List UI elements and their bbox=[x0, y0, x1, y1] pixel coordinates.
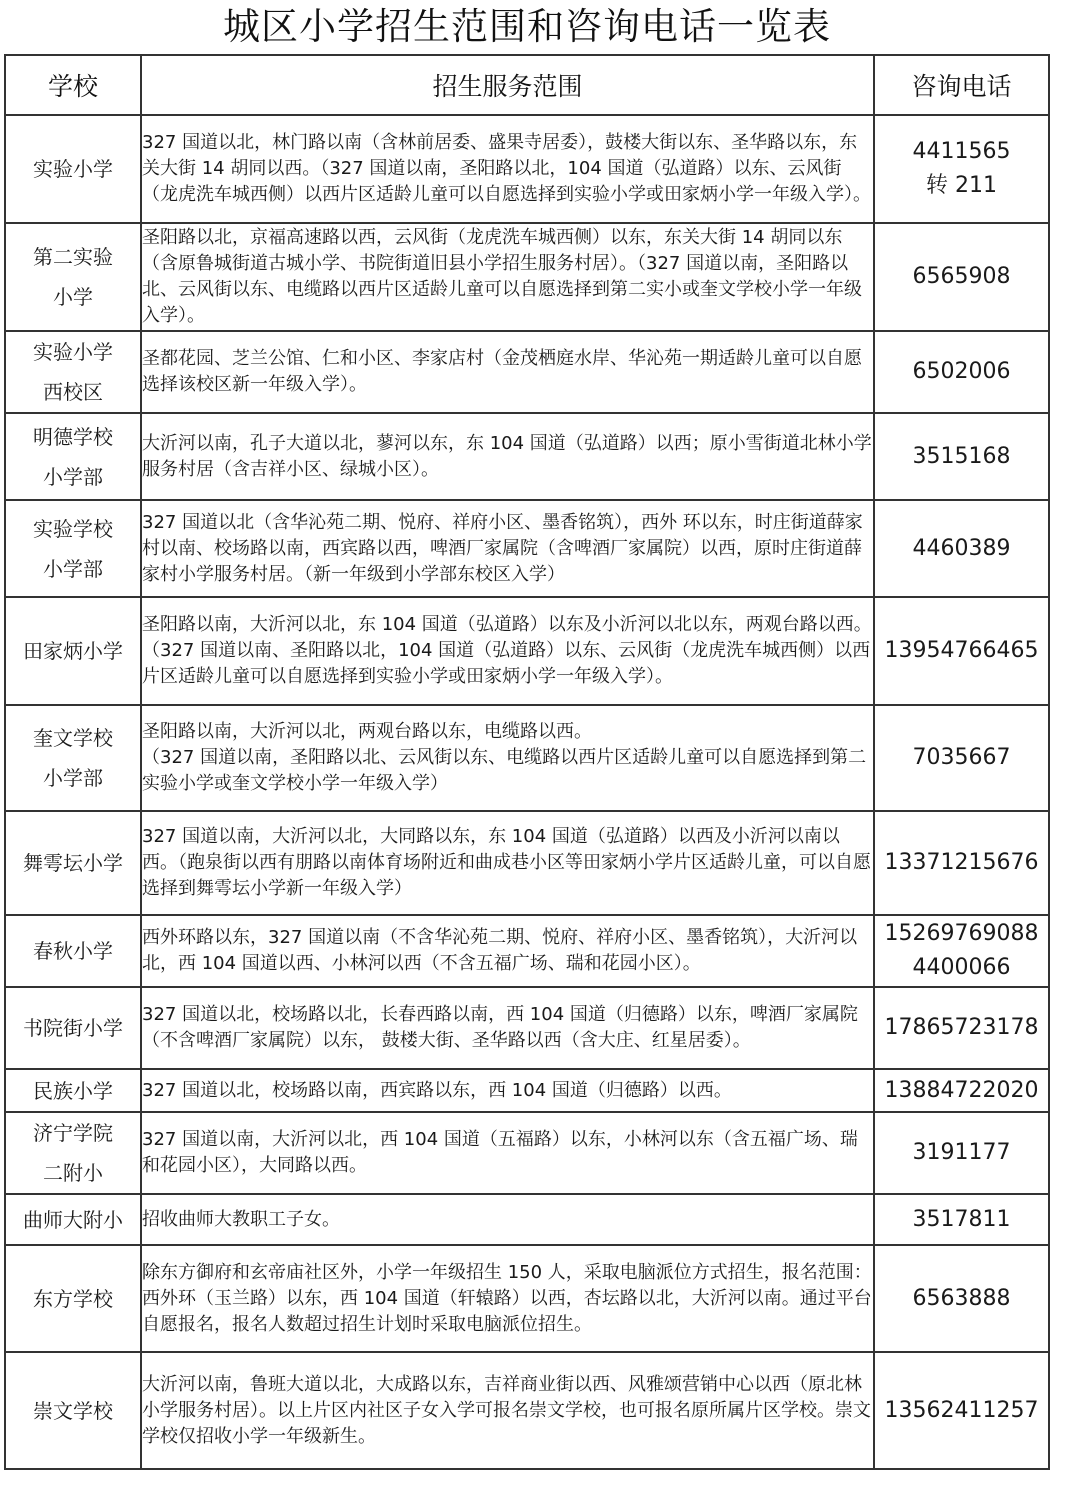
page-title: 城区小学招生范围和咨询电话一览表 bbox=[223, 5, 831, 48]
table-row bbox=[5, 987, 1049, 1069]
phone-number: 6565908 bbox=[912, 264, 1011, 289]
column-header-school: 学校 bbox=[5, 55, 141, 115]
enrollment-scope: 招收曲师大教职工子女。 bbox=[141, 1194, 874, 1245]
phone-cell bbox=[874, 597, 1049, 705]
school-name: 书院街小学 bbox=[23, 1016, 123, 1040]
enrollment-scope: 大沂河以南，鲁班大道以北，大成路以东，吉祥商业街以西、风雅颂营销中心以西（原北林小学服务村居）。以上片区内社区子女入学可报名崇文学校，也可报名原所属片区学校。崇文学校仅招收小学一年级新生。 bbox=[141, 1352, 874, 1469]
phone-cell bbox=[874, 1245, 1049, 1352]
phone-cell bbox=[874, 1352, 1049, 1469]
school-name: 济宁学院 二附小 bbox=[33, 1121, 113, 1185]
phone-cell bbox=[874, 987, 1049, 1069]
phone-number: 15269769088 4400066 bbox=[884, 921, 1039, 980]
table-body bbox=[5, 115, 1049, 1469]
table-header-row bbox=[5, 55, 1049, 115]
enrollment-scope: 圣阳路以南，大沂河以北，东 104 国道（弘道路）以东及小沂河以北以东，两观台路以西。（327 国道以南、圣阳路以北，104 国道（弘道路）以东、云风街（龙虎洗车城西侧）以西片区适龄儿童可以自愿选择到实验小学或田家炳小学一年级入学）。 bbox=[141, 597, 874, 705]
school-name: 春秋小学 bbox=[33, 939, 113, 963]
column-header-scope: 招生服务范围 bbox=[141, 55, 874, 115]
phone-number: 7035667 bbox=[912, 745, 1011, 770]
phone-number: 13371215676 bbox=[884, 850, 1039, 875]
school-cell bbox=[5, 597, 141, 705]
phone-cell bbox=[874, 705, 1049, 811]
table-row bbox=[5, 597, 1049, 705]
enrollment-scope: 除东方御府和玄帝庙社区外，小学一年级招生 150 人，采取电脑派位方式招生，报名范围：西外环（玉兰路）以东，西 104 国道（轩辕路）以西，杏坛路以北，大沂河以南。通过平台自愿报名，报名人数超过招生计划时采取电脑派位招生。 bbox=[141, 1245, 874, 1352]
school-cell bbox=[5, 1352, 141, 1469]
phone-number: 17865723178 bbox=[884, 1015, 1039, 1040]
school-name: 实验小学 bbox=[33, 157, 113, 181]
enrollment-scope: 圣阳路以北，京福高速路以西，云风街（龙虎洗车城西侧）以东，东关大街 14 胡同以东（含原鲁城街道古城小学、书院街道旧县小学招生服务村居）。（327 国道以南，圣阳路以北、云风街以东、电缆路以西片区适龄儿童可以自愿选择到第二实小或奎文学校小学一年级入学）。 bbox=[141, 223, 874, 331]
table-row bbox=[5, 331, 1049, 413]
phone-number: 3515168 bbox=[912, 443, 1011, 469]
school-cell bbox=[5, 413, 141, 500]
table-row bbox=[5, 1352, 1049, 1469]
enrollment-scope: 西外环路以东，327 国道以南（不含华沁苑二期、悦府、祥府小区、墨香铭筑），大沂河以北，西 104 国道以西、小林河以西（不含五福广场、瑞和花园小区）。 bbox=[141, 915, 874, 987]
school-cell bbox=[5, 1069, 141, 1112]
phone-cell bbox=[874, 500, 1049, 597]
table-row bbox=[5, 1069, 1049, 1112]
phone-number: 6563888 bbox=[912, 1285, 1011, 1311]
enrollment-scope: 327 国道以北（含华沁苑二期、悦府、祥府小区、墨香铭筑），西外 环以东，时庄街道薛家村以南、校场路以南，西宾路以西，啤酒厂家属院（含啤酒厂家属院）以西，原时庄街道薛家村小学服务村居。（新一年级到小学部东校区入学） bbox=[141, 500, 874, 597]
school-cell bbox=[5, 811, 141, 915]
school-cell bbox=[5, 705, 141, 811]
table-row bbox=[5, 705, 1049, 811]
table-row bbox=[5, 1245, 1049, 1352]
enrollment-scope: 圣阳路以南，大沂河以北，两观台路以东，电缆路以西。 （327 国道以南，圣阳路以北、云风街以东、电缆路以西片区适龄儿童可以自愿选择到第二实验小学或奎文学校小学一年级入学） bbox=[141, 705, 874, 811]
school-cell bbox=[5, 987, 141, 1069]
table-row bbox=[5, 811, 1049, 915]
school-cell bbox=[5, 1194, 141, 1245]
phone-number: 3517811 bbox=[912, 1206, 1011, 1232]
table-row bbox=[5, 500, 1049, 597]
enrollment-scope: 圣都花园、芝兰公馆、仁和小区、李家店村（金茂栖庭水岸、华沁苑一期适龄儿童可以自愿选择该校区新一年级入学）。 bbox=[141, 331, 874, 413]
phone-number: 13562411257 bbox=[884, 1397, 1039, 1423]
phone-cell bbox=[874, 413, 1049, 500]
school-name: 东方学校 bbox=[33, 1286, 113, 1311]
phone-number: 13884722020 bbox=[884, 1077, 1039, 1103]
school-name: 第二实验 小学 bbox=[33, 245, 113, 309]
school-name: 舞雩坛小学 bbox=[23, 851, 123, 875]
enrollment-scope: 327 国道以南，大沂河以北，西 104 国道（五福路）以东，小林河以东（含五福广场、瑞和花园小区），大同路以西。 bbox=[141, 1112, 874, 1194]
school-name: 实验小学 西校区 bbox=[33, 340, 113, 404]
enrollment-scope: 327 国道以南，大沂河以北，大同路以东，东 104 国道（弘道路）以西及小沂河以南以西。（跑泉街以西有朋路以南体育场附近和曲成巷小区等田家炳小学片区适龄儿童，可以自愿选择到舞雩坛小学新一年级入学） bbox=[141, 811, 874, 915]
column-header-phone: 咨询电话 bbox=[874, 55, 1049, 115]
phone-cell bbox=[874, 915, 1049, 987]
enrollment-scope: 大沂河以南，孔子大道以北，蓼河以东，东 104 国道（弘道路）以西；原小雪街道北林小学服务村居（含吉祥小区、绿城小区）。 bbox=[141, 413, 874, 500]
phone-cell bbox=[874, 811, 1049, 915]
table-row bbox=[5, 915, 1049, 987]
school-cell bbox=[5, 1245, 141, 1352]
school-name: 民族小学 bbox=[33, 1078, 113, 1103]
phone-number: 3191177 bbox=[912, 1140, 1011, 1165]
table-row bbox=[5, 115, 1049, 223]
school-name: 田家炳小学 bbox=[23, 639, 123, 663]
table-row bbox=[5, 1112, 1049, 1194]
school-cell bbox=[5, 331, 141, 413]
phone-number: 4460389 bbox=[912, 535, 1011, 561]
enrollment-scope: 327 国道以北，校场路以北，长春西路以南，西 104 国道（归德路）以东，啤酒厂家属院（不含啤酒厂家属院）以东， 鼓楼大街、圣华路以西（含大庄、红星居委）。 bbox=[141, 987, 874, 1069]
phone-number: 6502006 bbox=[912, 359, 1011, 384]
school-cell bbox=[5, 1112, 141, 1194]
school-name: 奎文学校 小学部 bbox=[33, 726, 113, 790]
phone-number: 4411565 转 211 bbox=[912, 139, 1011, 198]
phone-cell bbox=[874, 115, 1049, 223]
table-row bbox=[5, 223, 1049, 331]
school-name: 明德学校 小学部 bbox=[33, 424, 113, 489]
phone-number: 13954766465 bbox=[884, 638, 1039, 663]
school-cell bbox=[5, 115, 141, 223]
phone-cell bbox=[874, 1069, 1049, 1112]
table-row bbox=[5, 413, 1049, 500]
school-cell bbox=[5, 223, 141, 331]
school-name: 曲师大附小 bbox=[23, 1207, 123, 1232]
phone-cell bbox=[874, 223, 1049, 331]
phone-cell bbox=[874, 331, 1049, 413]
table-row bbox=[5, 1194, 1049, 1245]
school-name: 崇文学校 bbox=[33, 1398, 113, 1423]
enrollment-scope: 327 国道以北，校场路以南，西宾路以东，西 104 国道（归德路）以西。 bbox=[141, 1069, 874, 1112]
phone-cell bbox=[874, 1112, 1049, 1194]
enrollment-scope: 327 国道以北，林门路以南（含林前居委、盛果寺居委），鼓楼大街以东、圣华路以东，东关大街 14 胡同以西。（327 国道以南，圣阳路以北，104 国道（弘道路）以东、云风街（龙虎洗车城西侧）以西片区适龄儿童可以自愿选择到实验小学或田家炳小学一年级入学）。 bbox=[141, 115, 874, 223]
school-cell bbox=[5, 915, 141, 987]
school-name: 实验学校 小学部 bbox=[33, 516, 113, 581]
enrollment-table bbox=[4, 54, 1050, 1470]
school-cell bbox=[5, 500, 141, 597]
phone-cell bbox=[874, 1194, 1049, 1245]
